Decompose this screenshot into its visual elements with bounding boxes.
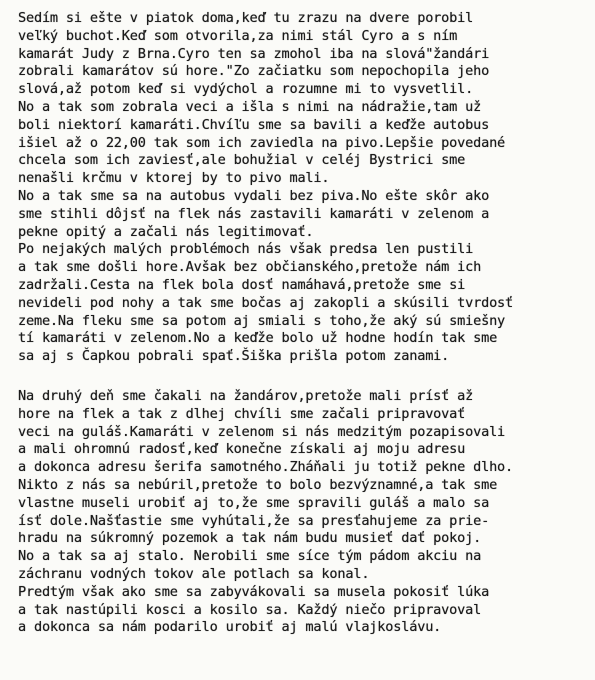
text-line: hore na flek a tak z dlhej chvíli sme začali pripravovať <box>18 405 466 422</box>
text-line: zeme.Na fleku sme sa potom aj smiali s toho,že aký sú smiešny <box>18 312 506 329</box>
paragraph-1 <box>18 10 583 366</box>
text-line: vlastne museli urobiť aj to,že sme spravili guláš a malo sa <box>18 494 490 511</box>
text-line: Po nejakých malých problémoch nás však predsa len pustili <box>18 241 474 258</box>
text-line: Sedím si ešte v piatok doma,keď tu zrazu na dvere porobil <box>18 10 474 26</box>
text-line: zobrali kamarátov sú hore."Zo začiatku som nepochopila jeho <box>18 63 490 80</box>
text-line: pekne opitý a začali nás legitimovať. <box>18 223 314 240</box>
text-line: kamarát Judy z Brna.Cyro ten sa zmohol iba na slová"žandári <box>18 45 490 62</box>
text-line: a mali ohromnú radosť,keď konečne získali aj moju adresu <box>18 441 466 458</box>
text-line: tí kamaráti v zelenom.No a keďže bolo už hodne hodín tak sme <box>18 330 498 347</box>
text-line: a tak sme došli hore.Avšak bez občianského,pretože nám ich <box>18 259 482 276</box>
text-line: išiel až o 22,00 tak som ich zaviedla na pivo.Lepšie povedané <box>18 134 506 151</box>
text-line: chcela som ich zaviesť,ale bohužial v celéj Bystrici sme <box>18 152 466 169</box>
text-line: No a tak sme sa na autobus vydali bez piva.No ešte skôr ako <box>18 187 490 204</box>
text-line: No a tak sa aj stalo. Nerobili sme síce tým pádom akciu na <box>18 548 482 565</box>
text-line: Nikto z nás sa nebúril,pretože to bolo bezvýznamné,a tak sme <box>18 476 498 493</box>
text-line: nenašli krčmu v ktorej by to pivo mali. <box>18 170 330 187</box>
paragraph-gap <box>18 366 583 388</box>
text-line: a dokonca adresu šerifa samotného.Zháňali ju totiž pekne dlho. <box>18 459 514 476</box>
text-line: veci na guláš.Kamaráti v zelenom si nás medzitým pozapisovali <box>18 423 506 440</box>
text-line: veľký buchot.Keď som otvorila,za nimi stál Cyro a s ním <box>18 27 458 44</box>
text-line: slová,až potom keď si vydýchol a rozumne mi to vysvetlil. <box>18 81 474 98</box>
text-line: sa aj s Čapkou pobrali spať.Šiška prišla potom zanami. <box>18 348 450 365</box>
text-line: nevideli pod nohy a tak sme bočas aj zakopli a skúsili tvrdosť <box>18 294 514 311</box>
paragraph-2 <box>18 388 583 637</box>
text-line: Na druhý deň sme čakali na žandárov,pretože mali prísť až <box>18 387 474 404</box>
text-line: zadržali.Cesta na flek bola dosť namáhavá,pretože sme si <box>18 276 466 293</box>
text-line: sme stihli dôjsť na flek nás zastavili kamaráti v zelenom a <box>18 205 490 222</box>
text-line: Predtým však ako sme sa zabyvákovali sa musela pokosiť lúka <box>18 583 490 600</box>
text-line: záchranu vodných tokov ale potlach sa konal. <box>18 565 370 582</box>
text-line: hradu na súkromný pozemok a tak nám budu musieť dať pokoj. <box>18 530 482 547</box>
text-line: ísť dole.Našťastie sme vyhútali,že sa presťahujeme za prie- <box>18 512 490 529</box>
text-line: a dokonca sa nám podarilo urobiť aj malú vlajkoslávu. <box>18 619 442 636</box>
text-line: a tak nastúpili kosci a kosilo sa. Každý niečo pripravoval <box>18 601 482 618</box>
text-line: No a tak som zobrala veci a išla s nimi na nádražie,tam už <box>18 98 482 115</box>
text-line: boli niektorí kamaráti.Chvíľu sme sa bavili a keďže autobus <box>18 116 490 133</box>
